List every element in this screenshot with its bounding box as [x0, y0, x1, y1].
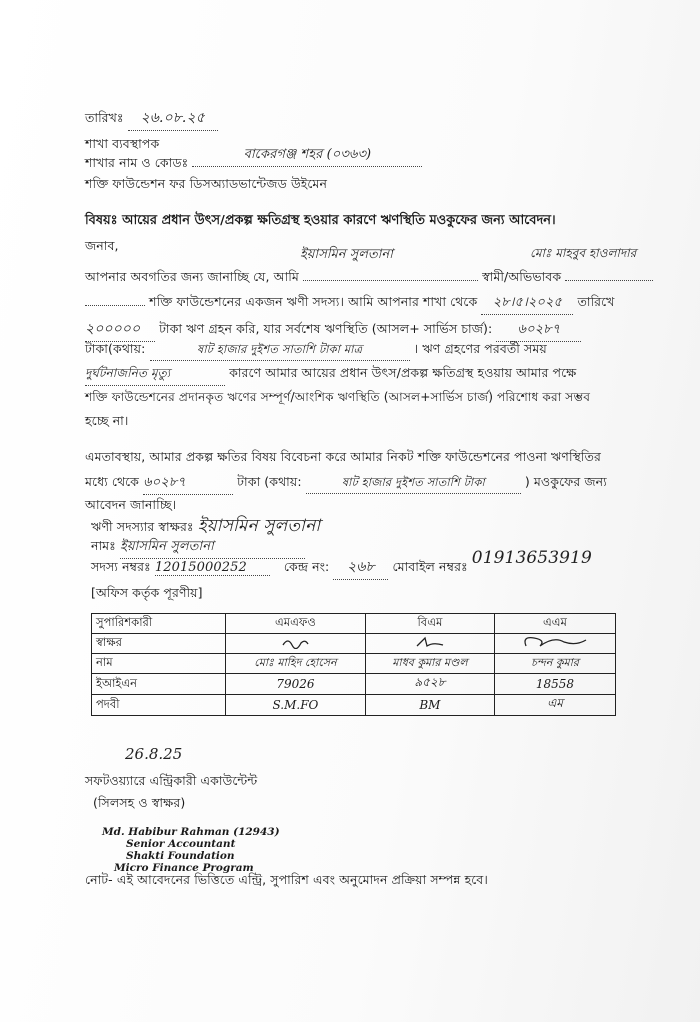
member-label: সদস্য নম্বরঃ	[91, 559, 151, 574]
para1-text1: আপনার অবগতির জন্য জানাচ্ছি যে, আমি	[85, 269, 299, 284]
branch-row	[85, 147, 422, 176]
header-recommender: সুপারিশকারী	[92, 614, 226, 634]
para1-line2	[85, 293, 614, 315]
header-bm: বিএম	[365, 614, 494, 634]
para2-text3: টাকা (কথায়:	[237, 474, 302, 489]
stamp-line: Shakti Foundation	[126, 850, 235, 862]
am-designation: এম	[494, 695, 615, 716]
para2-line3: আবেদন জানাচ্ছি।	[85, 497, 177, 512]
mobile-value: 01913653919	[471, 548, 592, 568]
branch-label: শাখার নাম ও কোডঃ	[85, 155, 189, 170]
reason-value: দুর্ঘটনাজনিত মৃত্যু	[85, 365, 225, 386]
para1-line1	[85, 269, 653, 289]
salutation: জনাব,	[85, 238, 119, 253]
mfo-signature	[226, 634, 366, 654]
para1-text3: শক্তি ফাউন্ডেশনের একজন ঋণী সদস্য। আমি আপনার শাখা থেকে	[149, 294, 478, 309]
am-signature	[494, 634, 615, 654]
loan-amount-value: ২০০০০০	[85, 317, 155, 342]
stamp-line: Senior Accountant	[126, 838, 236, 850]
bm-name: মাধব কুমার মণ্ডল	[365, 654, 494, 674]
recipient-title: শাখা ব্যবস্থাপক	[85, 136, 160, 151]
am-ein: 18558	[494, 674, 615, 695]
bm-ein: ৯৫২৮	[365, 674, 494, 695]
para1-text7: । ঋণ গ্রহণের পরবর্তী সময়	[413, 341, 547, 356]
table-row	[92, 634, 616, 654]
date-label: তারিখঃ	[85, 110, 124, 125]
date-value: ২৬.০৮.২৫	[128, 106, 218, 131]
applicant-name-label: নামঃ	[91, 538, 116, 553]
header-mfo: এমএফও	[226, 614, 366, 634]
applicant-info-row	[91, 548, 592, 580]
organization-line: শক্তি ফাউন্ডেশন ফর ডিসঅ্যাডভান্টেজড উইমেন	[85, 176, 328, 191]
lead-blank	[85, 305, 145, 306]
applicant-name-value: ইয়াসমিন সুলতানা	[120, 537, 305, 559]
accountant-stamp	[102, 826, 280, 874]
signature-scribble-icon	[413, 635, 447, 649]
para1-line6: শক্তি ফাউন্ডেশনের প্রদানকৃত ঋণের সম্পূর্ণ/আংশিক ঋণস্থিতি (আসল+সার্ভিস চার্জ) পরিশোধ করা সম্ভব	[85, 390, 591, 404]
subject-text: আয়ের প্রধান উৎস/প্রকল্প ক্ষতিগ্রস্থ হওয়ার কারণে ঋণস্থিতি মওকুফের জন্য আবেদন।	[122, 213, 556, 228]
office-use-label: [অফিস কর্তৃক পূরণীয়]	[91, 585, 203, 600]
row-label-designation: পদবী	[92, 695, 226, 716]
para1-line7: হচ্ছে না।	[85, 413, 129, 428]
para2-line1: এমতাবস্থায়, আমার প্রকল্প ক্ষতির বিষয় বিবেচনা করে আমার নিকট শক্তি ফাউন্ডেশনের পাওনা ঋণস্থিতির	[85, 449, 601, 464]
name-blank	[303, 280, 478, 281]
bm-designation: BM	[365, 695, 494, 716]
signature-scribble-icon	[280, 635, 310, 649]
table-row	[92, 695, 616, 716]
note-line: নোট- এই আবেদনের ভিত্তিতে এন্ট্রি, সুপারিশ এবং অনুমোদন প্রক্রিয়া সম্পন্ন হবে।	[85, 872, 488, 887]
para1-text5: টাকা ঋণ গ্রহন করি, যার সর্বশেষ ঋণস্থিতি (আসল+ সার্ভিস চার্জ):	[159, 321, 493, 336]
applicant-signature: ইয়াসমিন সুলতানা	[197, 516, 321, 536]
row-label-ein: ইআইএন	[92, 674, 226, 695]
header-am: এএম	[494, 614, 615, 634]
para2-text2: মধ্যে থেকে	[85, 474, 140, 489]
branch-value: বাকেরগঞ্জ শহর (০৩৬৩)	[192, 145, 422, 167]
guardian-name-handwritten: মোঃ মাহবুব হাওলাদার	[530, 246, 637, 260]
table-row	[92, 674, 616, 695]
center-value: ২৬৮	[333, 555, 388, 580]
table-row	[92, 654, 616, 674]
para1-line5	[85, 365, 576, 386]
row-label-signature: স্বাক্ষর	[92, 634, 226, 654]
para1-line3	[85, 317, 581, 342]
mfo-ein: 79026	[226, 674, 366, 695]
am-name: চন্দন কুমার	[494, 654, 615, 674]
para1-text4: তারিখে	[577, 294, 615, 309]
bm-signature	[365, 634, 494, 654]
subject-label: বিষয়ঃ	[85, 213, 118, 228]
mobile-label: মোবাইল নম্বরঃ	[392, 559, 468, 574]
mfo-name: মোঃ মাহিদ হোসেন	[226, 654, 366, 674]
loan-date-value: ২৮।৫।২০২৫	[481, 293, 573, 315]
date-row	[85, 106, 218, 131]
para2-line2	[85, 473, 607, 495]
accountant-title: সফটওয়্যারে এন্ট্রিকারী একাউন্টেন্ট	[85, 773, 258, 788]
stamp-line: Md. Habibur Rahman (12943)	[102, 826, 280, 838]
para1-text2: স্বামী/অভিভাবক	[482, 269, 562, 284]
para1-text6: টাকা(কথায়:	[85, 341, 146, 356]
signature-scribble-icon	[520, 634, 590, 650]
row-label-name: নাম	[92, 654, 226, 674]
guardian-blank	[565, 280, 653, 281]
para1-text8: কারণে আমার আয়ের প্রধান উৎস/প্রকল্প ক্ষতিগ্রস্থ হওয়ায় আমার পক্ষে	[229, 365, 577, 380]
center-label: কেন্দ্র নং:	[283, 559, 330, 574]
waiver-amount-value: ৬০২৮৭	[143, 473, 233, 495]
recommendation-table	[91, 613, 616, 716]
subject-line	[85, 211, 556, 232]
mfo-designation: S.M.FO	[226, 695, 366, 716]
stamp-line: Micro Finance Program	[114, 862, 254, 874]
member-value: 12015000252	[155, 560, 270, 576]
balance-words-value: ষাট হাজার দুইশত সাতাশি টাকা মাত্র	[150, 341, 410, 361]
table-header-row	[92, 614, 616, 634]
balance-value: ৬০২৮৭	[496, 320, 581, 342]
accountant-signature: 26.8.25	[125, 745, 183, 763]
waiver-words-value: ষাট হাজার দুইশত সাতাশি টাকা	[306, 474, 521, 494]
para1-line4	[85, 341, 547, 361]
applicant-name-handwritten: ইয়াসমিন সুলতানা	[300, 247, 393, 262]
applicant-signature-label: ঋণী সদস্যার স্বাক্ষরঃ	[91, 519, 194, 534]
para2-text4: ) মওকুফের জন্য	[524, 474, 607, 489]
accountant-seal-note: (সিলসহ ও স্বাক্ষর)	[93, 795, 186, 810]
